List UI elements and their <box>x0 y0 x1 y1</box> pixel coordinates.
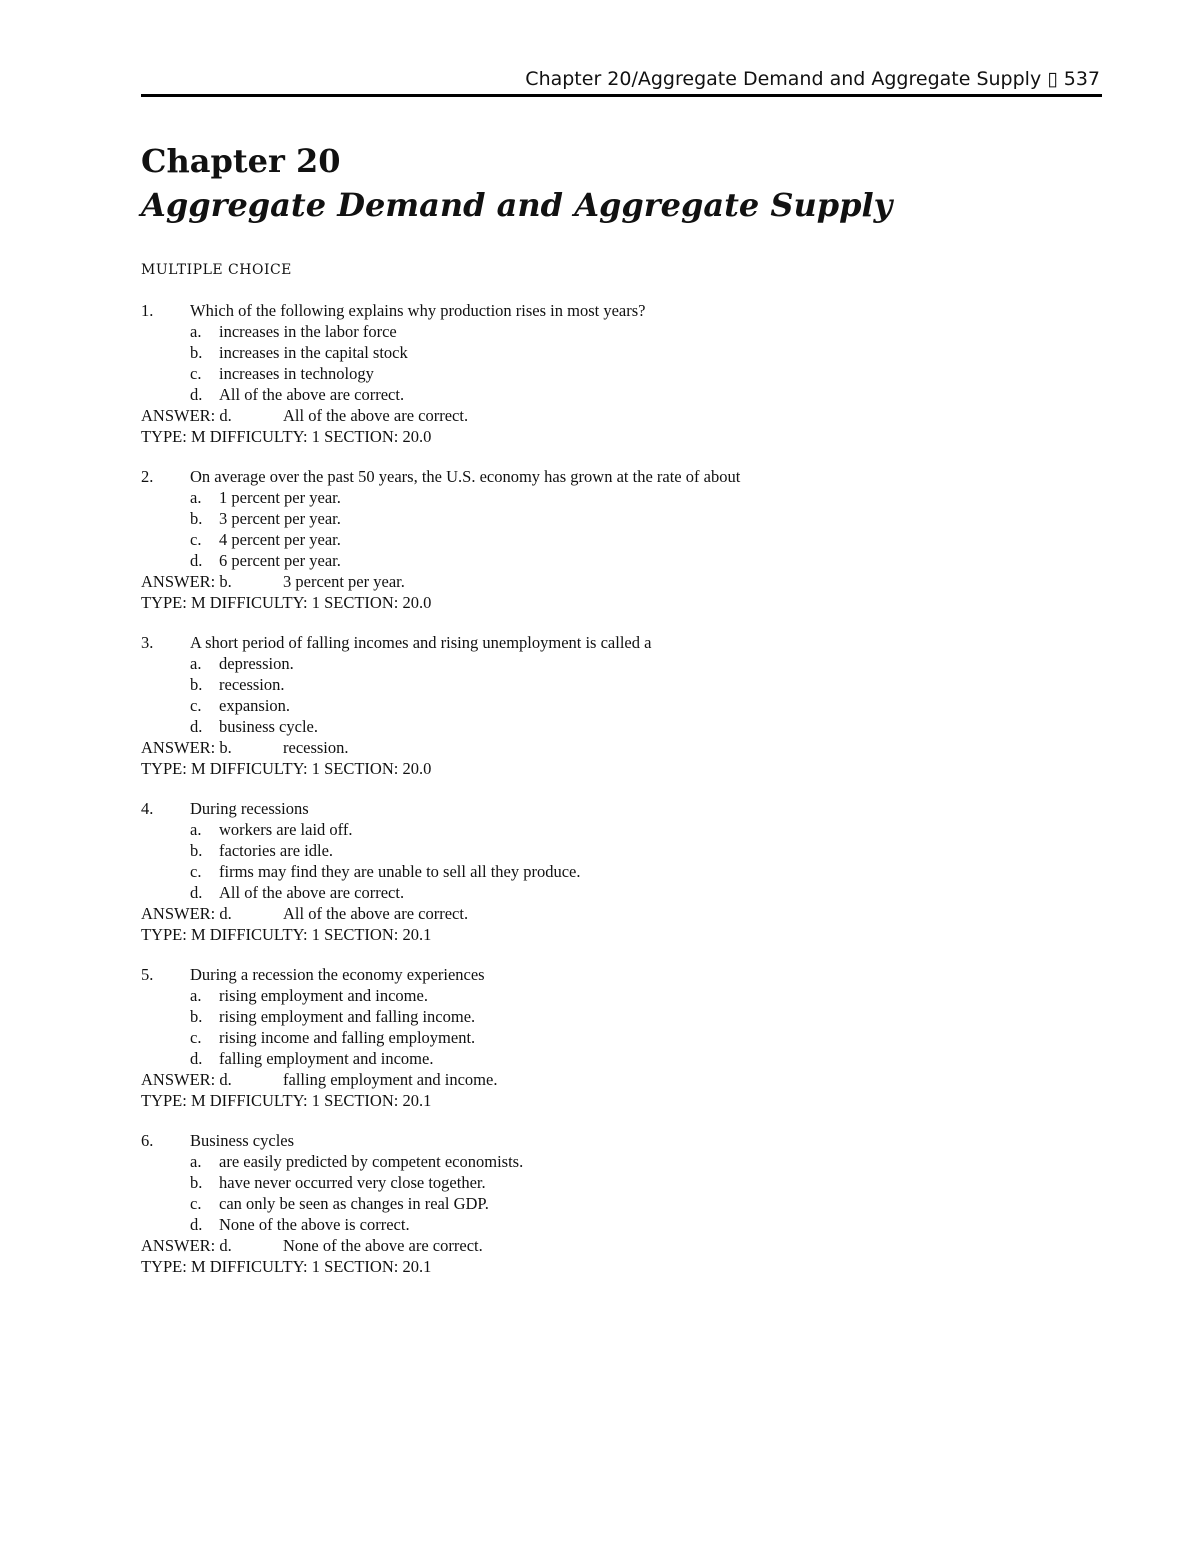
option-letter: a. <box>190 322 202 341</box>
option-text: can only be seen as changes in real GDP. <box>219 1194 489 1213</box>
question-number: 5. <box>141 965 154 984</box>
option-text: All of the above are correct. <box>219 883 405 902</box>
option-b <box>141 840 1101 861</box>
option-letter: a. <box>190 820 202 839</box>
question-text: Business cycles <box>190 1131 295 1150</box>
answer-line <box>141 1069 1101 1090</box>
question-3 <box>141 632 1101 779</box>
option-text: None of the above is correct. <box>219 1215 410 1234</box>
option-c <box>141 1027 1101 1048</box>
chapter-title: Aggregate Demand and Aggregate Supply <box>141 186 893 224</box>
option-d <box>141 550 1101 571</box>
question-number: 1. <box>141 301 154 320</box>
question-meta: TYPE: M DIFFICULTY: 1 SECTION: 20.0 <box>141 759 432 778</box>
option-letter: b. <box>190 841 203 860</box>
question-meta: TYPE: M DIFFICULTY: 1 SECTION: 20.0 <box>141 427 432 446</box>
question-6 <box>141 1130 1101 1277</box>
question-stem <box>141 632 1101 653</box>
question-number: 3. <box>141 633 154 652</box>
option-text: 6 percent per year. <box>219 551 341 570</box>
answer-text: All of the above are correct. <box>283 406 469 425</box>
option-letter: a. <box>190 488 202 507</box>
option-letter: d. <box>190 717 203 736</box>
section-label: MULTIPLE CHOICE <box>141 262 292 278</box>
option-a <box>141 487 1101 508</box>
option-a <box>141 985 1101 1006</box>
option-letter: a. <box>190 986 202 1005</box>
option-letter: d. <box>190 1049 203 1068</box>
option-letter: a. <box>190 1152 202 1171</box>
question-text: During recessions <box>190 799 309 818</box>
question-stem <box>141 466 1101 487</box>
option-letter: c. <box>190 364 202 383</box>
option-text: increases in the labor force <box>219 322 397 341</box>
option-text: factories are idle. <box>219 841 334 860</box>
question-text: Which of the following explains why production rises in most years? <box>190 301 646 320</box>
option-text: have never occurred very close together. <box>219 1173 486 1192</box>
option-c <box>141 695 1101 716</box>
answer-text: recession. <box>283 738 349 757</box>
question-stem <box>141 300 1101 321</box>
answer-line <box>141 405 1101 426</box>
question-4 <box>141 798 1101 945</box>
option-text: 3 percent per year. <box>219 509 341 528</box>
question-meta: TYPE: M DIFFICULTY: 1 SECTION: 20.0 <box>141 593 432 612</box>
option-text: business cycle. <box>219 717 318 736</box>
option-b <box>141 508 1101 529</box>
option-text: 1 percent per year. <box>219 488 341 507</box>
option-b <box>141 674 1101 695</box>
option-d <box>141 716 1101 737</box>
answer-line <box>141 1235 1101 1256</box>
option-b <box>141 1006 1101 1027</box>
option-a <box>141 819 1101 840</box>
question-meta: TYPE: M DIFFICULTY: 1 SECTION: 20.1 <box>141 1091 432 1110</box>
option-letter: c. <box>190 1194 202 1213</box>
question-number: 4. <box>141 799 154 818</box>
answer-label: ANSWER: d. <box>141 1236 232 1255</box>
answer-text: All of the above are correct. <box>283 904 469 923</box>
answer-label: ANSWER: d. <box>141 904 232 923</box>
header-rule <box>141 94 1102 97</box>
option-text: workers are laid off. <box>219 820 353 839</box>
option-letter: b. <box>190 675 203 694</box>
option-text: increases in technology <box>219 364 374 383</box>
question-meta: TYPE: M DIFFICULTY: 1 SECTION: 20.1 <box>141 925 432 944</box>
option-letter: d. <box>190 385 203 404</box>
option-text: expansion. <box>219 696 291 715</box>
question-1 <box>141 300 1101 447</box>
option-a <box>141 1151 1101 1172</box>
running-header: Chapter 20/Aggregate Demand and Aggregate Supply ▯ 537 <box>525 68 1100 90</box>
option-text: All of the above are correct. <box>219 385 405 404</box>
option-text: depression. <box>219 654 294 673</box>
question-text: On average over the past 50 years, the U.S. economy has grown at the rate of about <box>190 467 741 486</box>
option-letter: b. <box>190 343 203 362</box>
question-text: A short period of falling incomes and rising unemployment is called a <box>190 633 652 652</box>
option-d <box>141 384 1101 405</box>
question-list <box>141 300 1101 1296</box>
option-letter: c. <box>190 1028 202 1047</box>
question-number: 2. <box>141 467 154 486</box>
question-meta: TYPE: M DIFFICULTY: 1 SECTION: 20.1 <box>141 1257 432 1276</box>
answer-line <box>141 571 1101 592</box>
option-a <box>141 321 1101 342</box>
option-c <box>141 529 1101 550</box>
option-d <box>141 882 1101 903</box>
answer-label: ANSWER: d. <box>141 406 232 425</box>
option-text: 4 percent per year. <box>219 530 341 549</box>
answer-line <box>141 903 1101 924</box>
answer-text: None of the above are correct. <box>283 1236 483 1255</box>
option-text: rising income and falling employment. <box>219 1028 476 1047</box>
answer-label: ANSWER: b. <box>141 738 232 757</box>
question-stem <box>141 798 1101 819</box>
option-letter: a. <box>190 654 202 673</box>
answer-text: 3 percent per year. <box>283 572 405 591</box>
question-2 <box>141 466 1101 613</box>
option-text: are easily predicted by competent economists. <box>219 1152 524 1171</box>
option-a <box>141 653 1101 674</box>
option-text: rising employment and income. <box>219 986 428 1005</box>
option-text: increases in the capital stock <box>219 343 408 362</box>
option-letter: c. <box>190 530 202 549</box>
option-letter: d. <box>190 883 203 902</box>
option-b <box>141 1172 1101 1193</box>
question-number: 6. <box>141 1131 154 1150</box>
option-d <box>141 1214 1101 1235</box>
option-d <box>141 1048 1101 1069</box>
option-letter: d. <box>190 551 203 570</box>
option-letter: d. <box>190 1215 203 1234</box>
answer-line <box>141 737 1101 758</box>
option-letter: c. <box>190 862 202 881</box>
question-stem <box>141 964 1101 985</box>
question-stem <box>141 1130 1101 1151</box>
chapter-number: Chapter 20 <box>141 142 341 180</box>
option-c <box>141 1193 1101 1214</box>
question-5 <box>141 964 1101 1111</box>
option-text: falling employment and income. <box>219 1049 434 1068</box>
option-text: rising employment and falling income. <box>219 1007 476 1026</box>
option-letter: b. <box>190 1007 203 1026</box>
answer-label: ANSWER: b. <box>141 572 232 591</box>
option-c <box>141 363 1101 384</box>
option-text: firms may find they are unable to sell all they produce. <box>219 862 581 881</box>
answer-label: ANSWER: d. <box>141 1070 232 1089</box>
option-text: recession. <box>219 675 285 694</box>
option-letter: b. <box>190 509 203 528</box>
option-b <box>141 342 1101 363</box>
option-c <box>141 861 1101 882</box>
question-text: During a recession the economy experiences <box>190 965 485 984</box>
option-letter: c. <box>190 696 202 715</box>
option-letter: b. <box>190 1173 203 1192</box>
answer-text: falling employment and income. <box>283 1070 498 1089</box>
